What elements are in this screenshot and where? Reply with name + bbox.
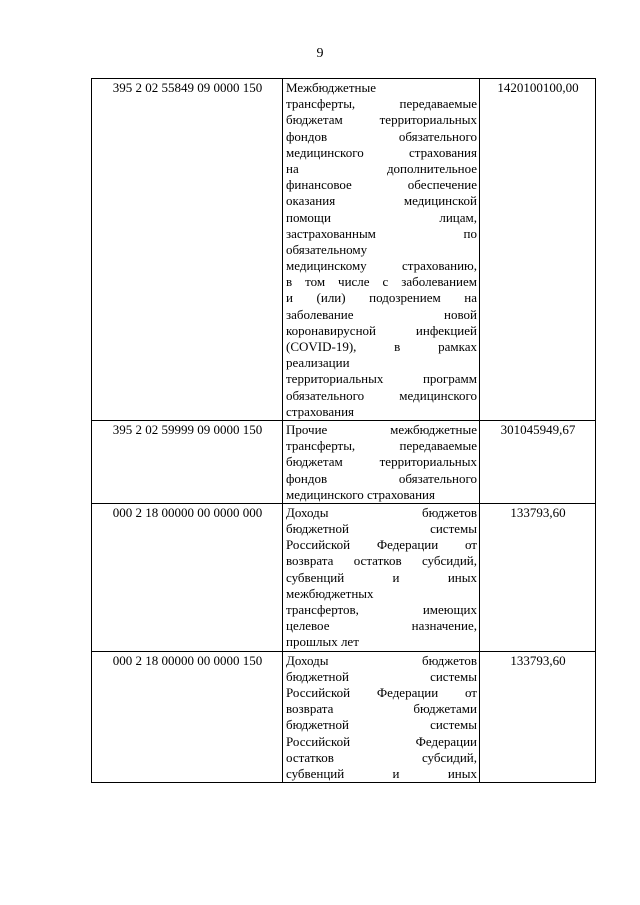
budget-revenue-table xyxy=(91,78,596,783)
name-line: прошлых лет xyxy=(286,634,359,650)
name-line: заболевание новой xyxy=(286,306,477,322)
name-line: финансовое обеспечение xyxy=(286,177,477,193)
name-line: фондов обязательного xyxy=(286,128,477,144)
revenue-code-cell: 000 2 18 00000 00 0000 000 xyxy=(92,503,283,651)
name-line: оказания медицинской xyxy=(286,193,477,209)
name-line: Российской Федерации от xyxy=(286,537,477,553)
revenue-code-cell: 000 2 18 00000 00 0000 150 xyxy=(92,651,283,783)
name-line: Российской Федерации xyxy=(286,733,477,749)
page-number: 9 xyxy=(316,46,324,61)
name-line: Доходы бюджетов xyxy=(286,652,477,668)
name-line: обязательному xyxy=(286,241,368,257)
name-line: на дополнительное xyxy=(286,160,477,176)
name-line: Доходы бюджетов xyxy=(286,504,477,520)
name-line: возврата остатков субсидий, xyxy=(286,553,477,569)
name-line: трансферты, передаваемые xyxy=(286,438,477,454)
name-line: бюджетной системы xyxy=(286,521,477,537)
revenue-name-cell xyxy=(283,651,480,783)
amount-cell: 1420100100,00 xyxy=(480,79,596,421)
name-line: целевое назначение, xyxy=(286,618,477,634)
amount-cell: 133793,60 xyxy=(480,503,596,651)
name-line: субвенций и иных xyxy=(286,765,477,781)
name-line: трансфертов, имеющих xyxy=(286,602,477,617)
name-line: бюджетной системы xyxy=(286,717,477,733)
name-line: застрахованным по xyxy=(286,225,477,241)
name-line: Российской Федерации от xyxy=(286,684,477,700)
name-line: страхования xyxy=(286,403,355,419)
name-line: помощи лицам, xyxy=(286,209,477,225)
name-line: и (или) подозрением на xyxy=(286,290,477,306)
revenue-code-cell: 395 2 02 55849 09 0000 150 xyxy=(92,79,283,421)
name-line: бюджетам территориальных xyxy=(286,454,477,470)
name-line: обязательного медицинского xyxy=(286,387,477,403)
revenue-name-cell xyxy=(283,503,480,651)
name-line: медицинскому страхованию, xyxy=(286,258,477,274)
revenue-name-cell xyxy=(283,79,480,421)
name-line: фондов обязательного xyxy=(286,470,477,486)
name-line: (COVID-19), в рамках xyxy=(286,339,477,354)
table-row xyxy=(92,503,596,651)
table-row xyxy=(92,420,596,503)
table-row xyxy=(92,651,596,783)
revenue-name-cell xyxy=(283,420,480,503)
name-line: территориальных программ xyxy=(286,371,477,387)
amount-cell: 301045949,67 xyxy=(480,420,596,503)
name-line: Межбюджетные xyxy=(286,80,376,95)
revenue-code-cell: 395 2 02 59999 09 0000 150 xyxy=(92,420,283,503)
name-line: возврата бюджетами xyxy=(286,701,477,717)
name-line: медицинского страхования xyxy=(286,144,477,160)
name-line: трансферты, передаваемые xyxy=(286,96,477,112)
name-line: межбюджетных xyxy=(286,585,374,601)
name-line: в том числе с заболеванием xyxy=(286,274,477,290)
table-row xyxy=(92,79,596,421)
name-line: медицинского страхования xyxy=(286,486,435,502)
name-line: Прочие межбюджетные xyxy=(286,421,477,437)
name-line: остатков субсидий, xyxy=(286,749,477,765)
name-line: коронавирусной инфекцией xyxy=(286,322,477,338)
amount-cell: 133793,60 xyxy=(480,651,596,783)
name-line: бюджетам территориальных xyxy=(286,112,477,128)
name-line: бюджетной системы xyxy=(286,668,477,684)
name-line: субвенций и иных xyxy=(286,569,477,585)
name-line: реализации xyxy=(286,355,350,371)
